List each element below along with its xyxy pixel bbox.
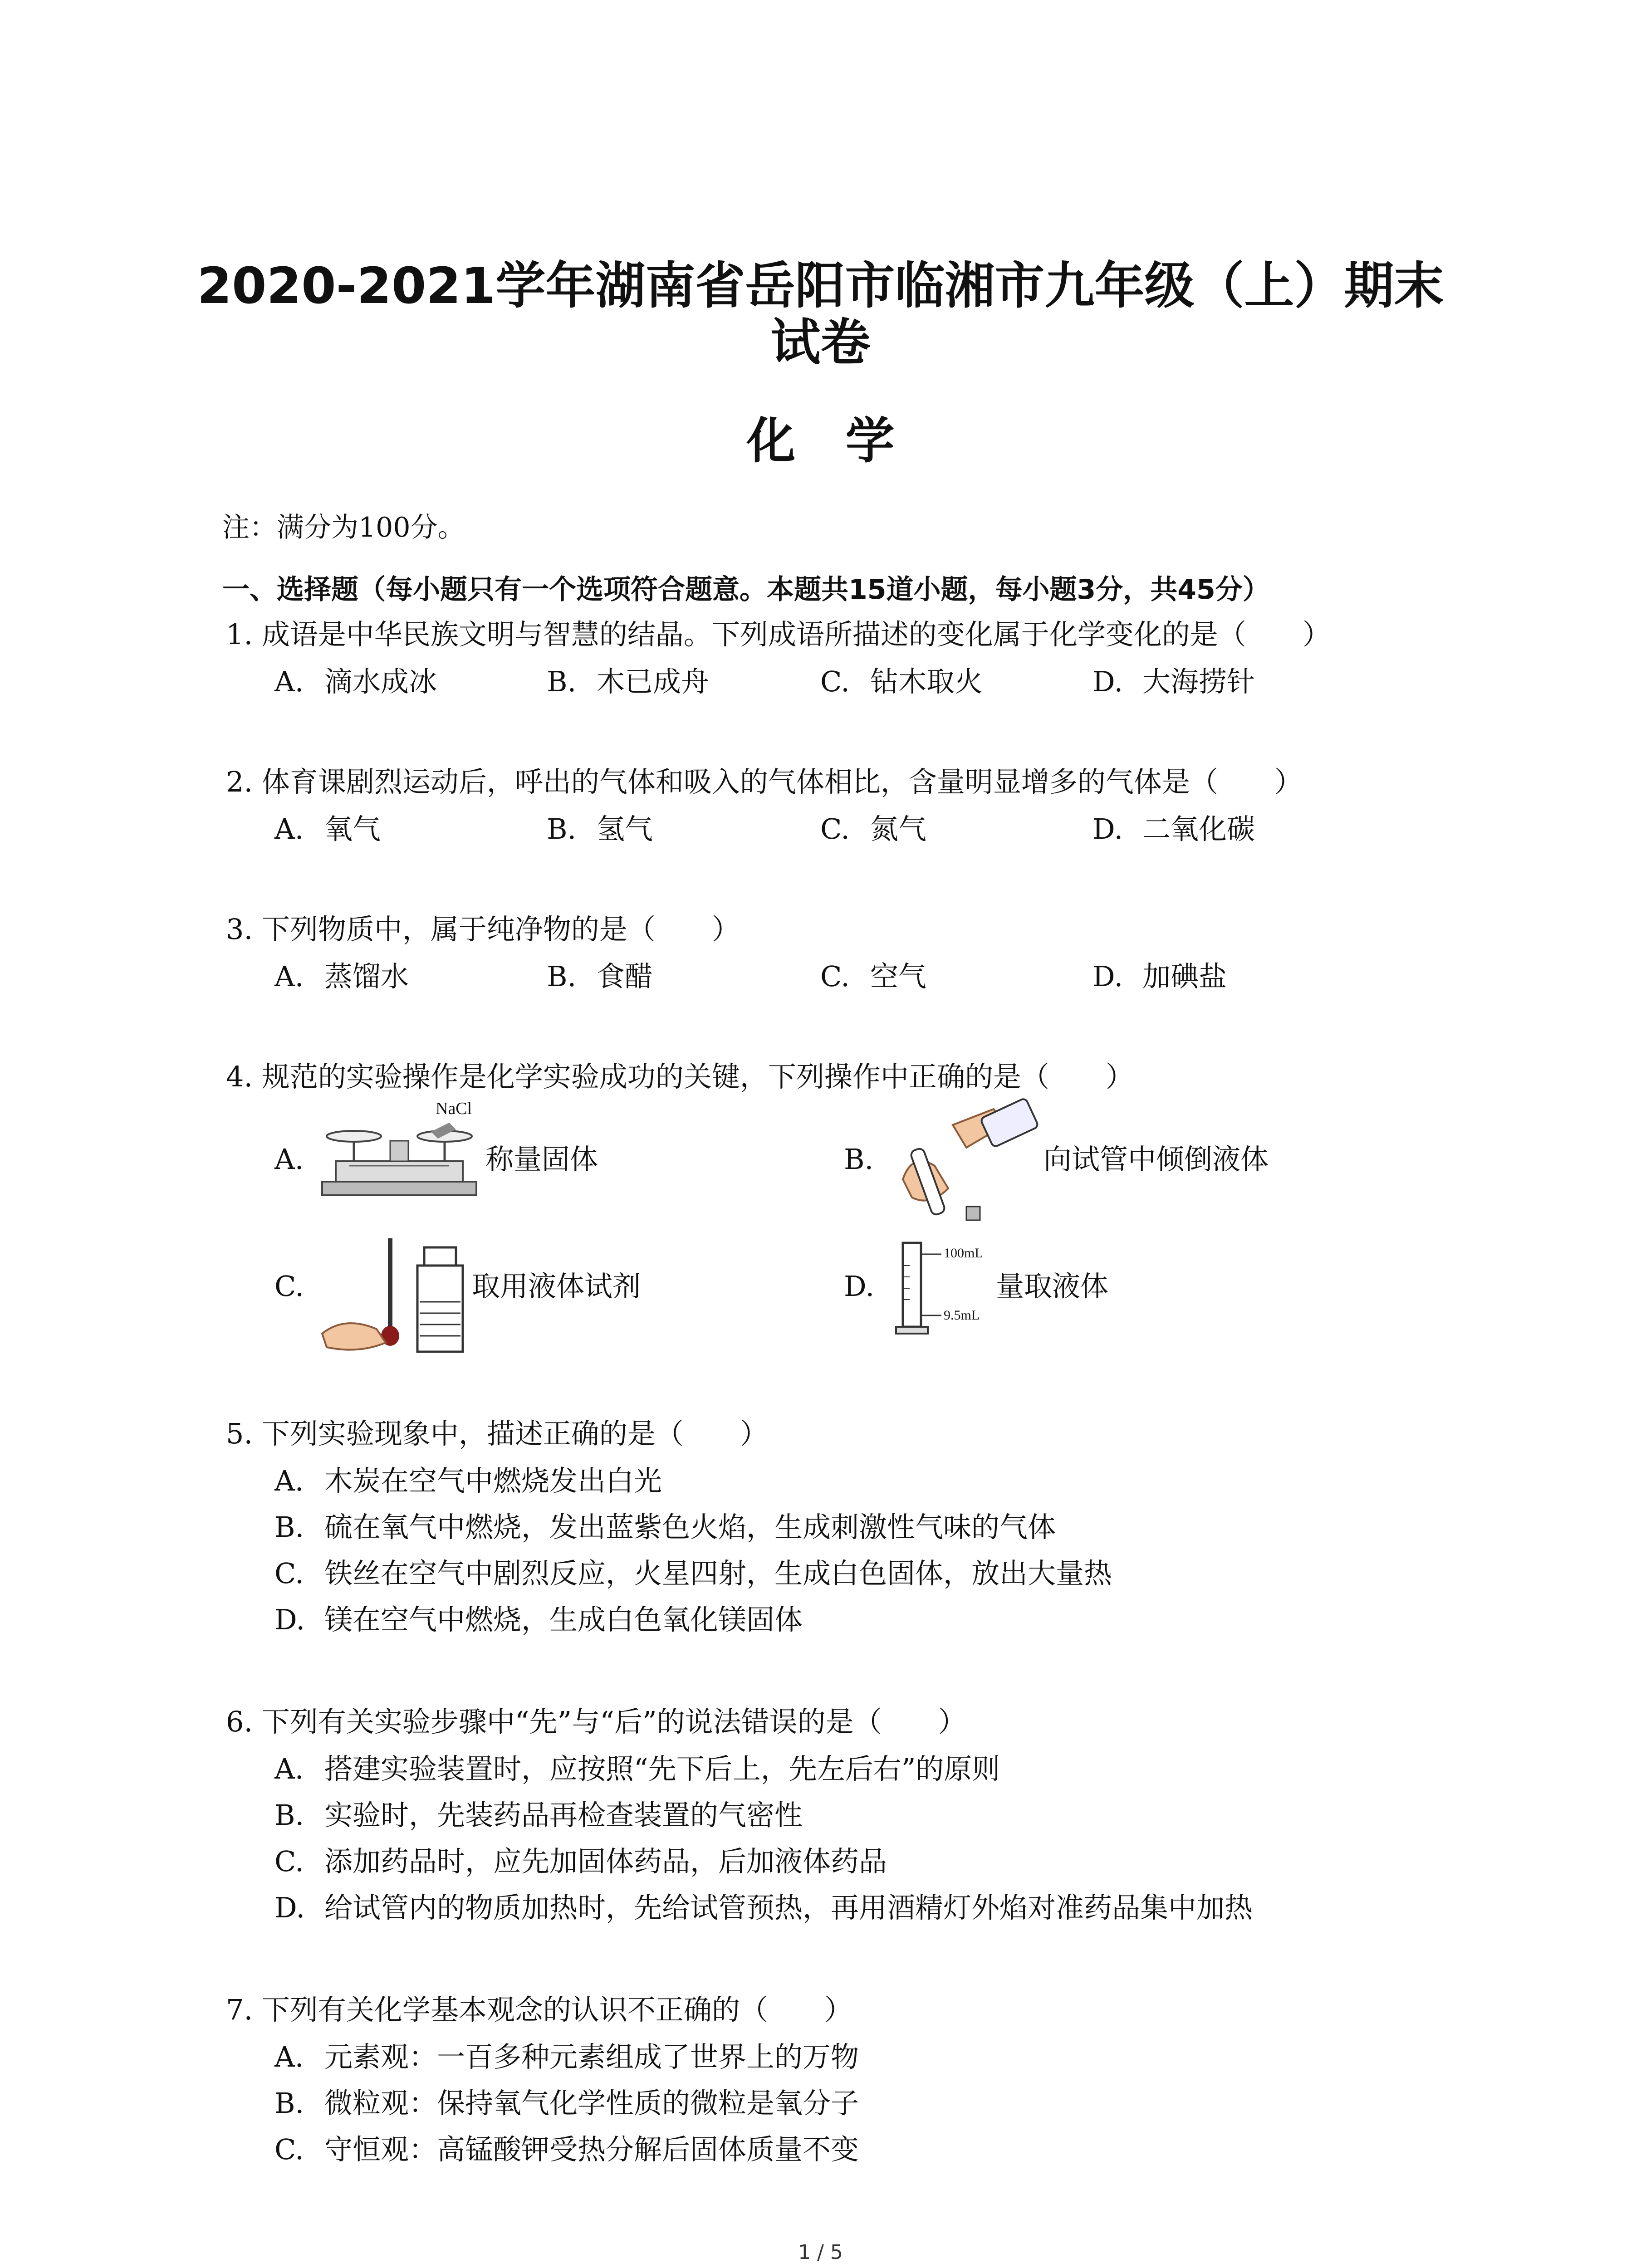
q7-option-c[interactable]: C. 守恒观：高锰酸钾受热分解后固体质量不变 bbox=[274, 2133, 859, 2166]
q7-option-b[interactable]: B. 微粒观：保持氧气化学性质的微粒是氧分子 bbox=[274, 2087, 859, 2120]
score-note: 注：满分为100分。 bbox=[222, 512, 465, 543]
q3-option-a[interactable]: A. 蒸馏水 bbox=[274, 960, 409, 993]
q5-option-b[interactable]: B. 硫在氧气中燃烧，发出蓝紫色火焰，生成刺激性气味的气体 bbox=[274, 1510, 1056, 1544]
section-heading: 一、选择题（每小题只有一个选项符合题意。本题共15道小题，每小题3分，共45分） bbox=[222, 574, 1270, 606]
q4-option-b-text: 向试管中倾倒液体 bbox=[1043, 1143, 1269, 1176]
pouring-liquid-image bbox=[894, 1098, 1043, 1225]
q1-option-c[interactable]: C. 钻木取火 bbox=[820, 665, 983, 698]
q3-option-d[interactable]: D. 加碘盐 bbox=[1092, 960, 1227, 993]
q4-option-d-letter[interactable]: D. bbox=[844, 1270, 875, 1303]
page-number: 1 / 5 bbox=[798, 2241, 843, 2264]
nacl-label: NaCl bbox=[436, 1099, 472, 1118]
q1-option-a[interactable]: A. 滴水成冰 bbox=[274, 665, 437, 698]
q5-option-a[interactable]: A. 木炭在空气中燃烧发出白光 bbox=[274, 1464, 662, 1497]
q7-option-a[interactable]: A. 元素观：一百多种元素组成了世界上的万物 bbox=[274, 2040, 859, 2073]
page-title-line1: 2020-2021学年湖南省岳阳市临湘市九年级（上）期末 bbox=[197, 257, 1444, 315]
question-5-stem: 5. 下列实验现象中，描述正确的是（ ） bbox=[226, 1417, 768, 1450]
q4-option-a-text: 称量固体 bbox=[485, 1143, 598, 1176]
q6-option-d[interactable]: D. 给试管内的物质加热时，先给试管预热，再用酒精灯外焰对准药品集中加热 bbox=[274, 1891, 1253, 1924]
q2-option-b[interactable]: B. 氢气 bbox=[547, 812, 653, 846]
question-6-stem: 6. 下列有关实验步骤中“先”与“后”的说法错误的是（ ） bbox=[226, 1705, 966, 1738]
q2-option-d[interactable]: D. 二氧化碳 bbox=[1092, 812, 1255, 846]
q4-option-b-letter[interactable]: B. bbox=[844, 1143, 874, 1176]
q4-option-d-text: 量取液体 bbox=[996, 1270, 1109, 1303]
q2-option-a[interactable]: A. 氧气 bbox=[274, 812, 381, 846]
q4-option-a-letter[interactable]: A. bbox=[274, 1143, 304, 1176]
q4-option-c-text: 取用液体试剂 bbox=[472, 1270, 641, 1303]
question-1-stem: 1. 成语是中华民族文明与智慧的结晶。下列成语所描述的变化属于化学变化的是（ ） bbox=[226, 618, 1331, 651]
question-3-stem: 3. 下列物质中，属于纯净物的是（ ） bbox=[226, 913, 740, 946]
subject-heading: 化学 bbox=[746, 413, 945, 469]
q1-option-b[interactable]: B. 木已成舟 bbox=[547, 665, 710, 698]
cylinder-label-100ml: 100mL bbox=[944, 1246, 983, 1261]
q1-option-d[interactable]: D. 大海捞针 bbox=[1092, 665, 1255, 698]
q3-option-b[interactable]: B. 食醋 bbox=[547, 960, 653, 993]
q5-option-c[interactable]: C. 铁丝在空气中剧烈反应，火星四射，生成白色固体，放出大量热 bbox=[274, 1557, 1112, 1590]
page-title-line2: 试卷 bbox=[770, 313, 871, 371]
q6-option-c[interactable]: C. 添加药品时，应先加固体药品，后加液体药品 bbox=[274, 1845, 887, 1878]
graduated-cylinder-image bbox=[894, 1238, 944, 1338]
q3-option-c[interactable]: C. 空气 bbox=[820, 960, 927, 993]
cylinder-label-9-5ml: 9.5mL bbox=[944, 1308, 980, 1323]
q5-option-d[interactable]: D. 镁在空气中燃烧，生成白色氧化镁固体 bbox=[274, 1603, 803, 1636]
question-2-stem: 2. 体育课剧烈运动后，呼出的气体和吸入的气体相比，含量明显增多的气体是（ ） bbox=[226, 765, 1303, 798]
question-7-stem: 7. 下列有关化学基本观念的认识不正确的（ ） bbox=[226, 1993, 852, 2026]
question-4-stem: 4. 规范的实验操作是化学实验成功的关键，下列操作中正确的是（ ） bbox=[226, 1060, 1134, 1093]
q2-option-c[interactable]: C. 氮气 bbox=[820, 812, 927, 846]
q6-option-a[interactable]: A. 搭建实验装置时，应按照“先下后上，先左后右”的原则 bbox=[274, 1752, 1000, 1785]
q6-option-b[interactable]: B. 实验时，先装药品再检查装置的气密性 bbox=[274, 1799, 803, 1832]
q4-option-c-letter[interactable]: C. bbox=[274, 1270, 304, 1303]
dropper-reagent-image bbox=[318, 1234, 467, 1356]
